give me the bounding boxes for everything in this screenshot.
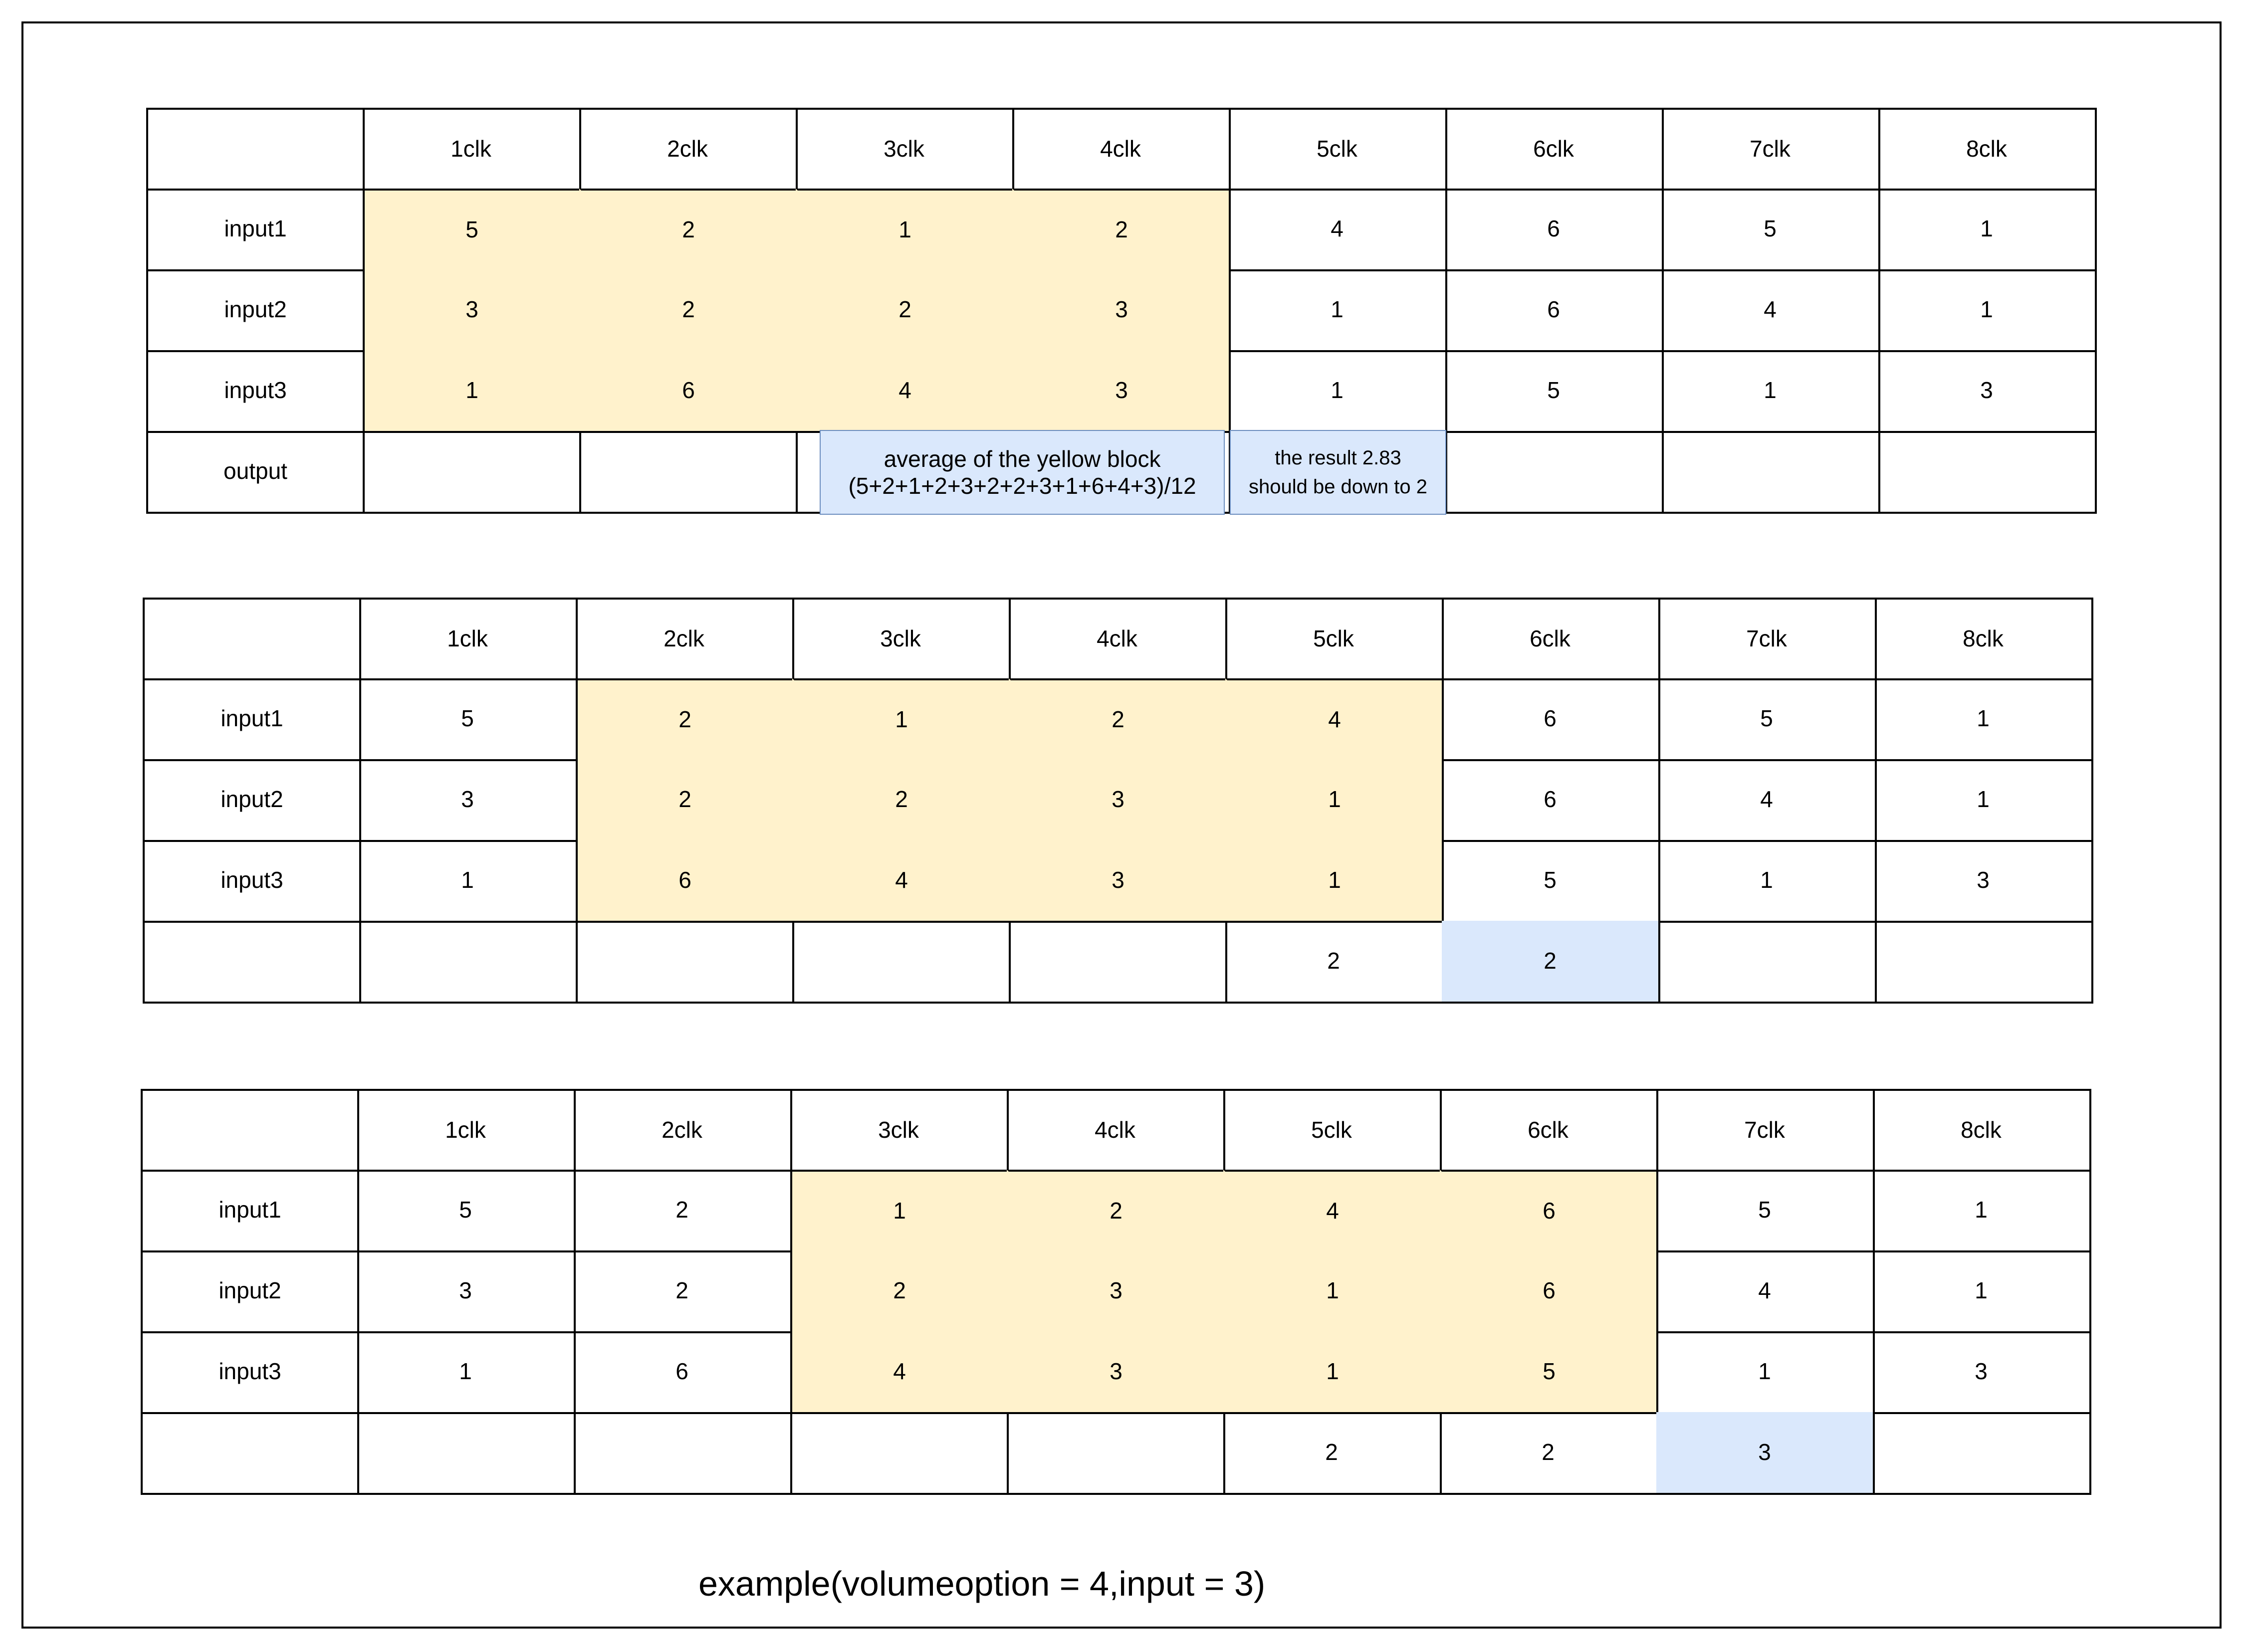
header-cell-6clk: 6clk	[1440, 1089, 1658, 1172]
header-cell-8clk: 8clk	[1878, 108, 2097, 191]
input-value-cell: 1	[1225, 840, 1444, 923]
input-value-cell: 1	[796, 189, 1014, 271]
row-label-cell: input3	[146, 350, 365, 433]
input-value-cell: 1	[357, 1331, 576, 1414]
input-value-cell: 1	[1878, 189, 2097, 271]
input-value-cell: 1	[790, 1170, 1009, 1252]
input-value-cell: 5	[1440, 1331, 1658, 1414]
clock-table-1	[146, 108, 2097, 514]
header-cell-1clk: 1clk	[357, 1089, 576, 1172]
input-value-cell: 1	[1229, 350, 1447, 433]
input-value-cell: 2	[1012, 189, 1231, 271]
header-cell-6clk: 6clk	[1442, 598, 1660, 680]
row-label-cell: input3	[143, 840, 361, 923]
output-cell	[792, 921, 1011, 1004]
input-value-cell: 6	[1440, 1250, 1658, 1333]
output-cell	[359, 921, 578, 1004]
clock-table-3	[141, 1089, 2091, 1495]
input-value-cell: 4	[1658, 759, 1877, 842]
input-value-cell: 6	[1445, 269, 1664, 352]
input-value-cell: 6	[576, 840, 794, 923]
header-cell-7clk: 7clk	[1658, 598, 1877, 680]
input-value-cell: 3	[1012, 269, 1231, 352]
input-value-cell: 1	[1229, 269, 1447, 352]
output-cell	[1875, 921, 2093, 1004]
header-cell-7clk: 7clk	[1656, 1089, 1875, 1172]
row-label-cell: input1	[143, 678, 361, 761]
output-cell	[790, 1412, 1009, 1495]
input-value-cell: 5	[1656, 1170, 1875, 1252]
input-value-cell: 5	[363, 189, 581, 271]
output-cell	[1878, 431, 2097, 514]
header-cell-2clk: 2clk	[574, 1089, 792, 1172]
input-value-cell: 6	[1440, 1170, 1658, 1252]
input-value-cell: 5	[359, 678, 578, 761]
input-value-cell: 3	[1875, 840, 2093, 923]
header-cell-3clk: 3clk	[790, 1089, 1009, 1172]
output-cell	[363, 431, 581, 514]
input-value-cell: 2	[576, 678, 794, 761]
header-corner-cell	[146, 108, 365, 191]
header-corner-cell	[143, 598, 361, 680]
output-cell	[574, 1412, 792, 1495]
input-value-cell: 4	[1229, 189, 1447, 271]
output-cell	[579, 431, 798, 514]
input-value-cell: 3	[1873, 1331, 2091, 1414]
result-annotation-line2: should be down to 2	[1248, 476, 1428, 498]
input-value-cell: 4	[1225, 678, 1444, 761]
row-label-cell: input2	[143, 759, 361, 842]
input-value-cell: 1	[363, 350, 581, 433]
header-cell-8clk: 8clk	[1875, 598, 2093, 680]
row-label-cell	[143, 921, 361, 1004]
input-value-cell: 1	[1873, 1170, 2091, 1252]
output-cell: 2	[1223, 1412, 1442, 1495]
input-value-cell: 5	[357, 1170, 576, 1252]
header-cell-8clk: 8clk	[1873, 1089, 2091, 1172]
output-cell	[1662, 431, 1880, 514]
average-annotation	[820, 430, 1225, 515]
input-value-cell: 5	[1442, 840, 1660, 923]
result-annotation-line1: the result 2.83	[1275, 447, 1401, 469]
row-label-cell: output	[146, 431, 365, 514]
input-value-cell: 6	[574, 1331, 792, 1414]
header-cell-3clk: 3clk	[796, 108, 1014, 191]
input-value-cell: 2	[790, 1250, 1009, 1333]
header-cell-5clk: 5clk	[1223, 1089, 1442, 1172]
input-value-cell: 3	[357, 1250, 576, 1333]
output-cell	[1658, 921, 1877, 1004]
input-value-cell: 4	[792, 840, 1011, 923]
input-value-cell: 4	[1656, 1250, 1875, 1333]
input-value-cell: 2	[574, 1250, 792, 1333]
row-label-cell: input2	[141, 1250, 359, 1333]
header-cell-6clk: 6clk	[1445, 108, 1664, 191]
result-annotation	[1230, 430, 1446, 515]
input-value-cell: 2	[796, 269, 1014, 352]
input-value-cell: 3	[1012, 350, 1231, 433]
row-label-cell: input1	[146, 189, 365, 271]
input-value-cell: 2	[574, 1170, 792, 1252]
input-value-cell: 2	[579, 269, 798, 352]
output-cell: 2	[1225, 921, 1444, 1004]
input-value-cell: 3	[1878, 350, 2097, 433]
header-cell-1clk: 1clk	[363, 108, 581, 191]
input-value-cell: 2	[792, 759, 1011, 842]
output-cell	[576, 921, 794, 1004]
header-cell-4clk: 4clk	[1012, 108, 1231, 191]
diagram-caption: example(volumeoption = 4,input = 3)	[698, 1564, 1266, 1603]
input-value-cell: 1	[1658, 840, 1877, 923]
input-value-cell: 3	[359, 759, 578, 842]
input-value-cell: 1	[1662, 350, 1880, 433]
header-cell-2clk: 2clk	[579, 108, 798, 191]
input-value-cell: 1	[792, 678, 1011, 761]
header-corner-cell	[141, 1089, 359, 1172]
header-cell-4clk: 4clk	[1007, 1089, 1225, 1172]
input-value-cell: 1	[1223, 1331, 1442, 1414]
row-label-cell: input2	[146, 269, 365, 352]
input-value-cell: 1	[1878, 269, 2097, 352]
input-value-cell: 1	[1875, 678, 2093, 761]
input-value-cell: 6	[1442, 678, 1660, 761]
input-value-cell: 4	[1223, 1170, 1442, 1252]
input-value-cell: 3	[1009, 840, 1227, 923]
output-cell	[1445, 431, 1664, 514]
output-cell	[1009, 921, 1227, 1004]
header-cell-5clk: 5clk	[1225, 598, 1444, 680]
input-value-cell: 3	[363, 269, 581, 352]
input-value-cell: 4	[790, 1331, 1009, 1414]
input-value-cell: 2	[1009, 678, 1227, 761]
row-label-cell: input1	[141, 1170, 359, 1252]
average-annotation-line2: (5+2+1+2+3+2+2+3+1+6+4+3)/12	[848, 473, 1196, 499]
row-label-cell: input3	[141, 1331, 359, 1414]
input-value-cell: 3	[1009, 759, 1227, 842]
input-value-cell: 1	[1225, 759, 1444, 842]
input-value-cell: 6	[1445, 189, 1664, 271]
output-cell	[1007, 1412, 1225, 1495]
output-cell	[1873, 1412, 2091, 1495]
header-cell-2clk: 2clk	[576, 598, 794, 680]
input-value-cell: 4	[1662, 269, 1880, 352]
header-cell-7clk: 7clk	[1662, 108, 1880, 191]
header-cell-3clk: 3clk	[792, 598, 1011, 680]
input-value-cell: 4	[796, 350, 1014, 433]
input-value-cell: 1	[1875, 759, 2093, 842]
clock-table-2	[143, 598, 2093, 1004]
input-value-cell: 2	[576, 759, 794, 842]
header-cell-5clk: 5clk	[1229, 108, 1447, 191]
row-label-cell	[141, 1412, 359, 1495]
input-value-cell: 1	[1223, 1250, 1442, 1333]
input-value-cell: 6	[579, 350, 798, 433]
input-value-cell: 6	[1442, 759, 1660, 842]
input-value-cell: 1	[359, 840, 578, 923]
input-value-cell: 3	[1007, 1331, 1225, 1414]
output-cell: 2	[1442, 921, 1660, 1004]
input-value-cell: 5	[1658, 678, 1877, 761]
input-value-cell: 1	[1656, 1331, 1875, 1414]
input-value-cell: 1	[1873, 1250, 2091, 1333]
input-value-cell: 3	[1007, 1250, 1225, 1333]
input-value-cell: 2	[1007, 1170, 1225, 1252]
output-cell: 3	[1656, 1412, 1875, 1495]
average-annotation-line1: average of the yellow block	[884, 446, 1161, 472]
input-value-cell: 5	[1445, 350, 1664, 433]
output-cell	[357, 1412, 576, 1495]
input-value-cell: 2	[579, 189, 798, 271]
header-cell-4clk: 4clk	[1009, 598, 1227, 680]
input-value-cell: 5	[1662, 189, 1880, 271]
header-cell-1clk: 1clk	[359, 598, 578, 680]
output-cell: 2	[1440, 1412, 1658, 1495]
